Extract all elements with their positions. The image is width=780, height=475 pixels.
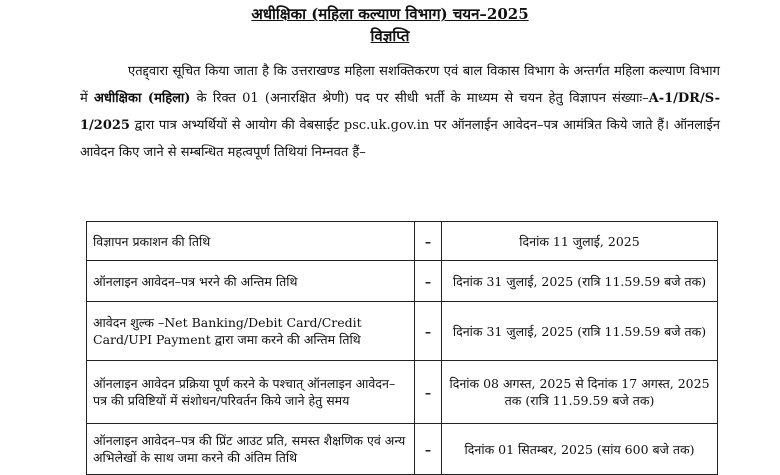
- dash-separator: –: [415, 302, 442, 361]
- dash-separator: –: [415, 222, 442, 261]
- advertisement-number: A-1/DR/S-1/2025: [80, 91, 720, 133]
- table-row: [87, 261, 718, 302]
- dash-separator: –: [415, 361, 442, 424]
- date-label: आवेदन शुल्क –Net Banking/Debit Card/Credit Card/UPI Payment द्वारा जमा करने की अन्तिम तिथि: [87, 302, 415, 361]
- notice-title: अधीक्षिका (महिला कल्याण विभाग) चयन–2025: [251, 5, 529, 23]
- date-label: विज्ञापन प्रकाशन की तिथि: [87, 222, 415, 261]
- date-label: ऑनलाइन आवेदन–पत्र की प्रिंट आउट प्रति, समस्त शैक्षणिक एवं अन्य अभिलेखों के साथ जमा करने की अंतिम तिथि: [87, 424, 415, 475]
- date-value: दिनांक 31 जुलाई, 2025 (रात्रि 11.59.59 बजे तक): [442, 261, 718, 302]
- table-row: [87, 222, 718, 261]
- important-dates-table: [86, 221, 718, 475]
- date-value: दिनांक 11 जुलाई, 2025: [442, 222, 718, 261]
- notice-subtitle: विज्ञप्ति: [370, 27, 410, 45]
- date-label: ऑनलाइन आवेदन–पत्र भरने की अन्तिम तिथि: [87, 261, 415, 302]
- date-value: दिनांक 01 सितम्बर, 2025 (सांय 600 बजे तक): [442, 424, 718, 475]
- notice-paragraph: [80, 58, 720, 166]
- table-row: [87, 424, 718, 475]
- post-name: अधीक्षिका (महिला): [93, 91, 191, 106]
- table-row: [87, 302, 718, 361]
- notice-text-part3: द्वारा पात्र अभ्यर्थियों से आयोग की वेबसाईट psc.uk.gov.in पर ऑनलाईन आवेदन–पत्र आमंत्रित किये जाते हैं। ऑनलाईन आवेदन किए जाने से सम्बन्धित महत्वपूर्ण तिथियां निम्नवत हैं–: [80, 118, 720, 160]
- date-label: ऑनलाइन आवेदन प्रक्रिया पूर्ण करने के पश्चात् ऑनलाइन आवेदन–पत्र की प्रविष्टियों में संशोधन/परिवर्तन किये जाने हेतु समय: [87, 361, 415, 424]
- date-value: दिनांक 08 अगस्त, 2025 से दिनांक 17 अगस्त, 2025 तक (रात्रि 11.59.59 बजे तक): [442, 361, 718, 424]
- date-value: दिनांक 31 जुलाई, 2025 (रात्रि 11.59.59 बजे तक): [442, 302, 718, 361]
- notice-text-part2: के रिक्त 01 (अनारक्षित श्रेणी) पद पर सीधी भर्ती के माध्यम से चयन हेतु विज्ञापन संख्याः–: [190, 91, 649, 106]
- table-row: [87, 361, 718, 424]
- dash-separator: –: [415, 424, 442, 475]
- dash-separator: –: [415, 261, 442, 302]
- notice-text-part1: एतद्द्वारा सूचित किया जाता है कि उत्तराखण्ड महिला सशक्तिकरण एवं बाल विकास विभाग के अन्तर्गत महिला कल्याण विभाग में: [80, 64, 720, 106]
